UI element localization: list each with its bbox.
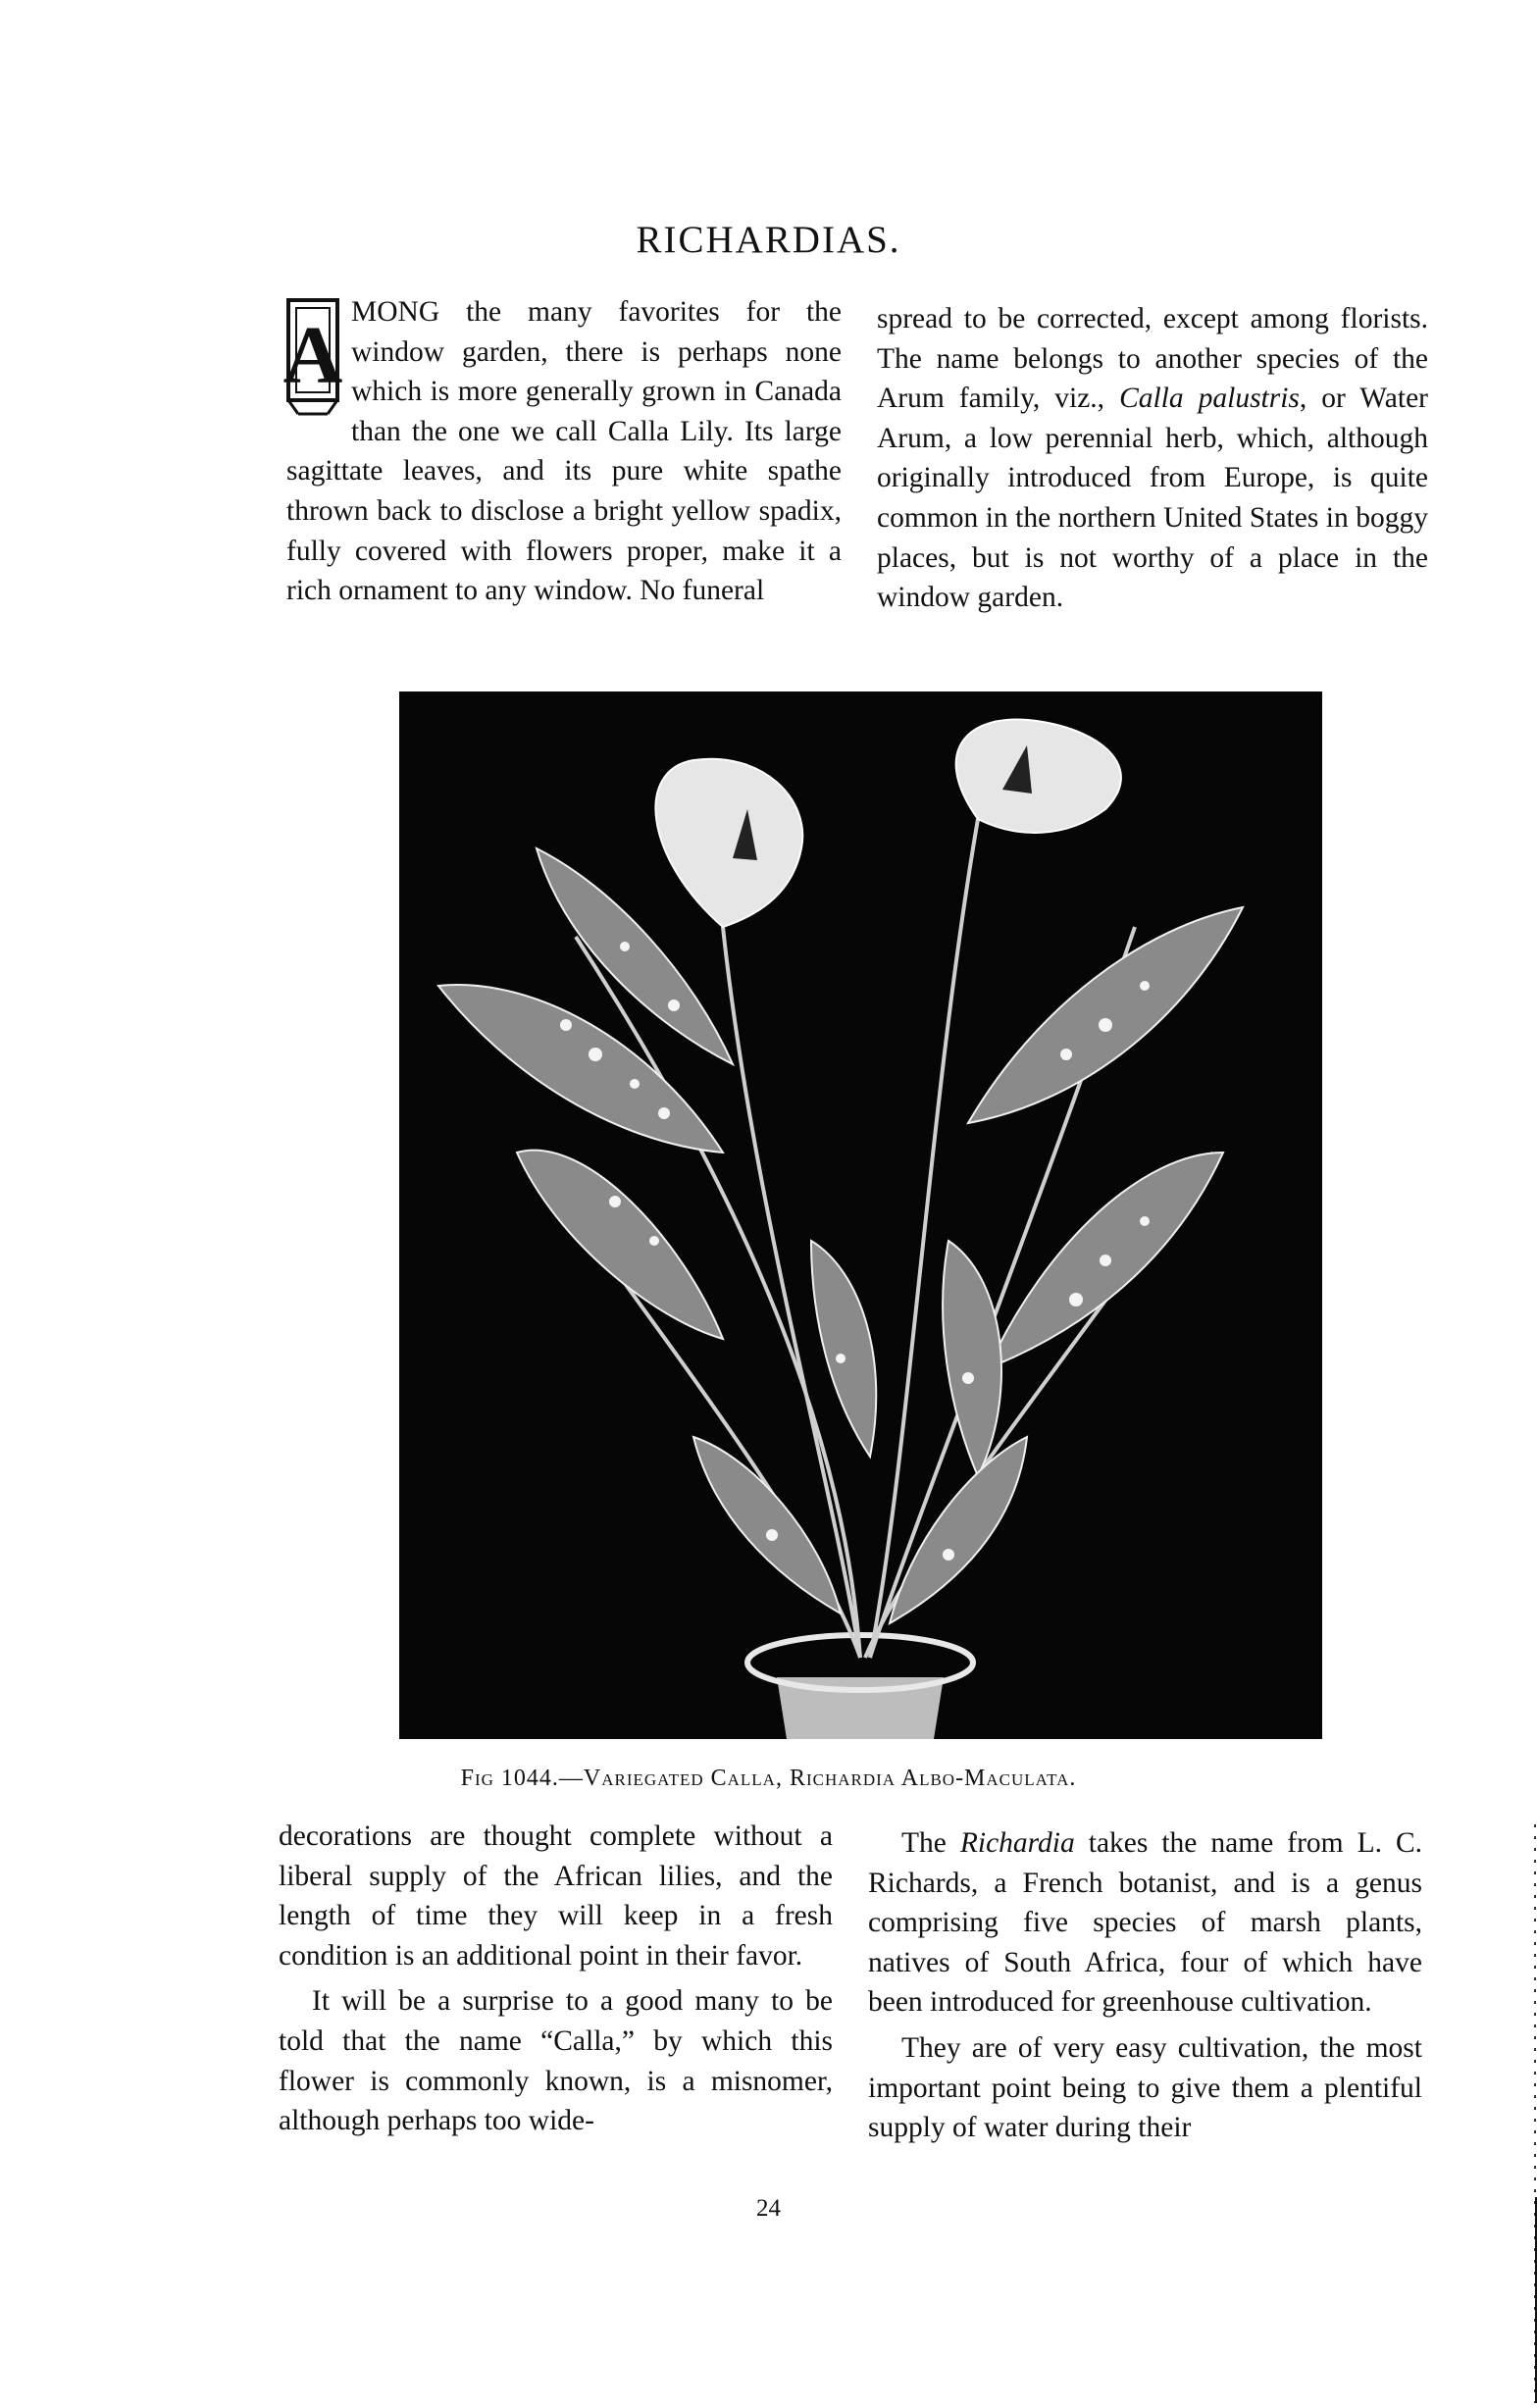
text-column-bottom-left: [279, 1817, 833, 2141]
page-number: 24: [756, 2195, 781, 2222]
scan-edge-shadow: [1529, 1824, 1537, 2403]
text-column-top-right: [877, 299, 1428, 618]
italic-species-name: Calla palustris: [1119, 383, 1300, 415]
figure-caption: [0, 1766, 1537, 1792]
caption-text: Variegated Calla, Richardia Albo-Maculata.: [583, 1766, 1077, 1791]
italic-genus-name: Richardia: [959, 1827, 1075, 1859]
caption-fig-number: 1044.: [500, 1766, 559, 1791]
paragraph-misnomer: It will be a surprise to a good many to be told that the name “Calla,” by which this flower is commonly known, is a misnomer, although perhaps too wide-: [279, 1985, 833, 2137]
page-title: RICHARDIAS.: [636, 219, 901, 261]
paragraph-richardia-name: [868, 1823, 1422, 2023]
text-column-top-left: [282, 292, 842, 611]
drop-cap-initial: [282, 298, 343, 416]
text-run: takes the name from L. C. Richards, a French botanist, and is a genus comprising five species of marsh plants, natives of South Africa, four of which have been introduced for greenhouse cultivation.: [868, 1827, 1422, 2019]
caption-dash: —: [558, 1766, 584, 1791]
paragraph-cultivation: They are of very easy cultivation, the most important point being to give them a plentiful supply of water during their: [868, 2031, 1422, 2144]
caption-fig-label: Fig: [460, 1766, 494, 1791]
svg-text:A: A: [282, 310, 343, 401]
text-run: spread to be corrected, except among florists. The name belongs to another species of the Arum family, viz.,: [877, 303, 1428, 415]
paragraph-intro: MONG the many favorites for the window garden, there is perhaps none which is more generally grown in Canada than the one we call Calla Lily. Its large sagittate leaves, and its pure white spathe thrown back to disclose a bright yellow spadix, fully covered with flowers proper, make it a rich ornament to any window. No funeral: [286, 296, 842, 607]
text-column-bottom-right: [868, 1823, 1422, 2148]
text-run: The: [901, 1827, 960, 1859]
text-run: , or Water Arum, a low perennial herb, which, although originally introduced from Europe, is quite common in the northern United States in boggy places, but is not worthy of a place in the window garden.: [877, 383, 1428, 614]
figure-variegated-calla-illustration: [399, 692, 1322, 1739]
paragraph-decorations: decorations are thought complete without a liberal supply of the African lilies, and the length of time they will keep in a fresh condition is an additional point in their favor.: [279, 1820, 833, 1972]
paragraph-misnomer-continued: [877, 299, 1428, 618]
